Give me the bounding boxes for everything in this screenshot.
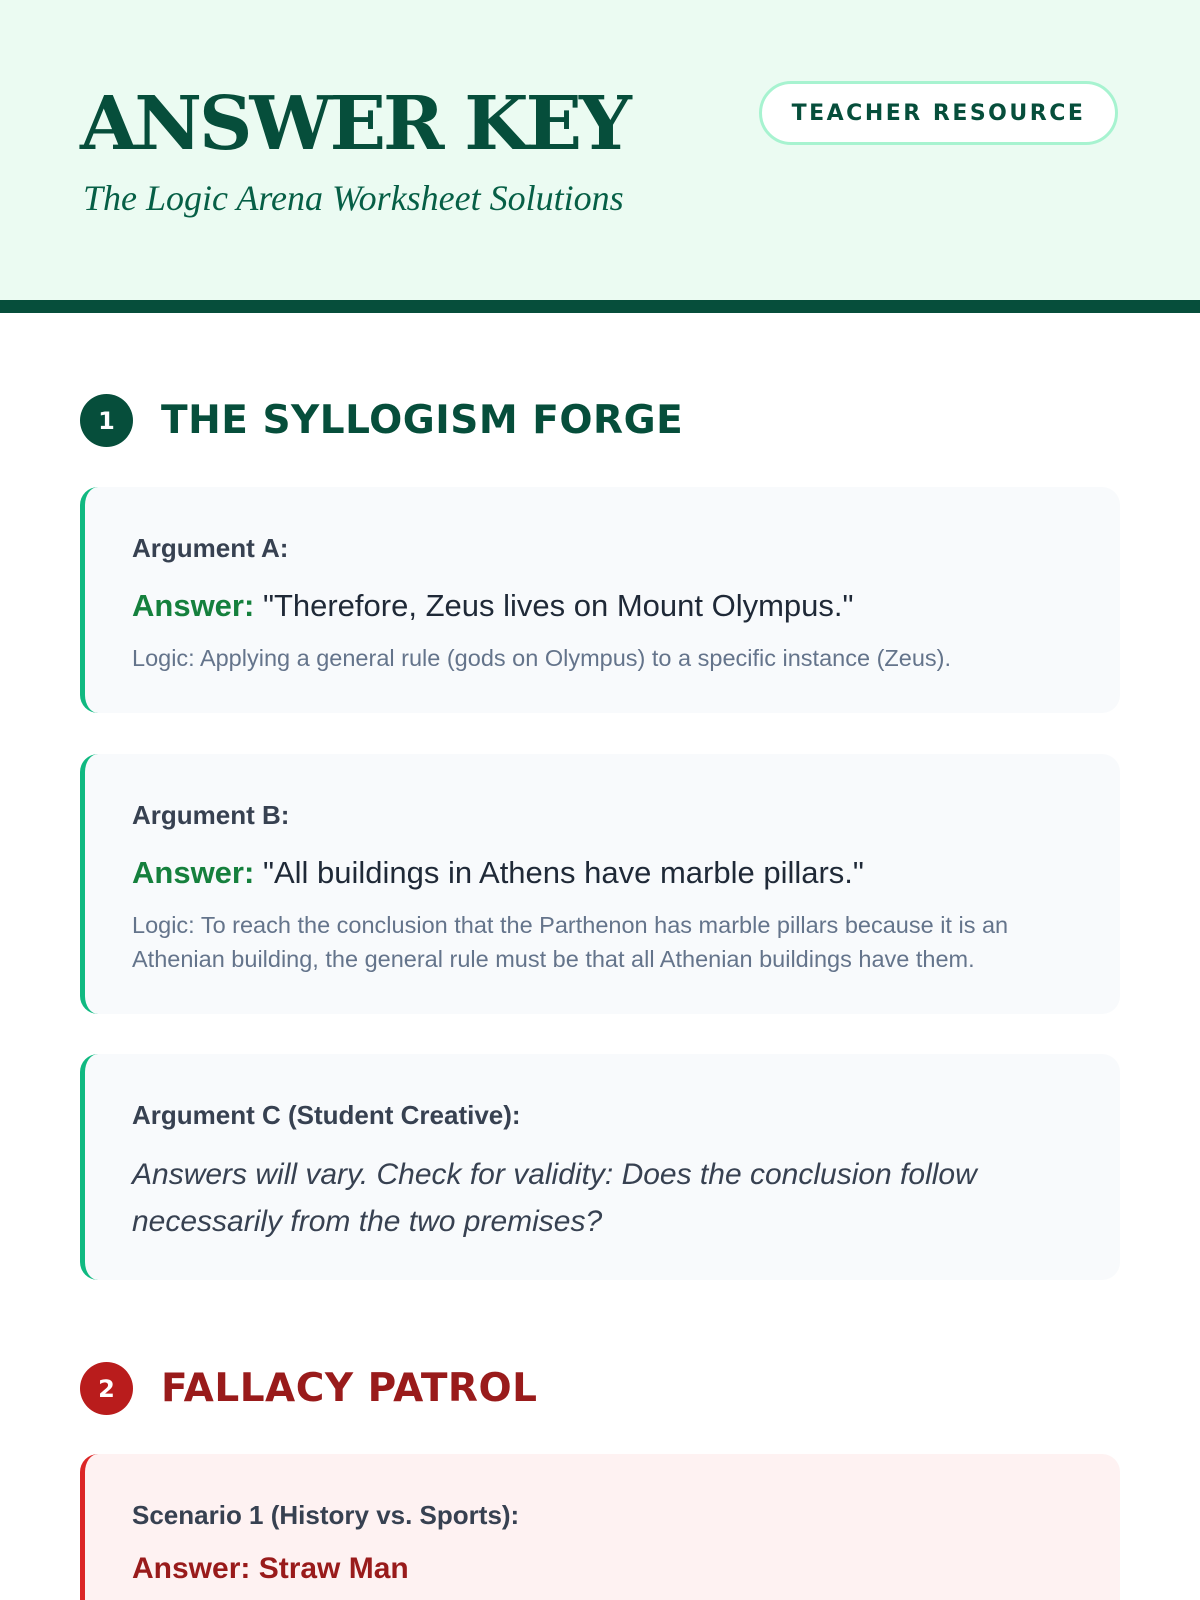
answer-prefix: Answer: [132, 588, 255, 623]
grading-note: Answers will vary. Check for validity: Does the conclusion follow necessarily from the two premises? [132, 1158, 977, 1238]
page-title: ANSWER KEY [80, 81, 629, 167]
logic-explanation: Logic: Applying a general rule (gods on Olympus) to a specific instance (Zeus). [132, 645, 952, 671]
answer-card-argument-b [80, 754, 1120, 1014]
answer-line [132, 586, 854, 626]
section-title-syllogism-forge: THE SYLLOGISM FORGE [161, 398, 684, 443]
answer-prefix: Answer: [132, 855, 255, 890]
card-label: Scenario 1 (History vs. Sports): [132, 1500, 520, 1530]
logic-explanation: Logic: To reach the conclusion that the Parthenon has marble pillars because it is an Athenian building, the general rule must be that all Athenian buildings have them. [132, 912, 1009, 972]
answer-card-argument-a [80, 487, 1120, 713]
answer-line: Answer: Straw Man [132, 1552, 409, 1585]
answer-text: "Therefore, Zeus lives on Mount Olympus." [262, 588, 854, 623]
teacher-resource-badge: TEACHER RESOURCE [759, 81, 1118, 145]
page-header [0, 0, 1200, 313]
section-title-fallacy-patrol: FALLACY PATROL [161, 1366, 538, 1411]
card-label: Argument B: [132, 800, 290, 830]
answer-card-scenario-1 [80, 1454, 1120, 1600]
section-number-badge: 1 [80, 394, 133, 447]
answer-card-argument-c [80, 1054, 1120, 1280]
card-label: Argument A: [132, 533, 289, 563]
card-label: Argument C (Student Creative): [132, 1100, 521, 1130]
page-subtitle: The Logic Arena Worksheet Solutions [83, 178, 624, 218]
answer-line [132, 853, 864, 893]
answer-text: "All buildings in Athens have marble pillars." [262, 855, 864, 890]
section-number-badge: 2 [80, 1362, 133, 1415]
